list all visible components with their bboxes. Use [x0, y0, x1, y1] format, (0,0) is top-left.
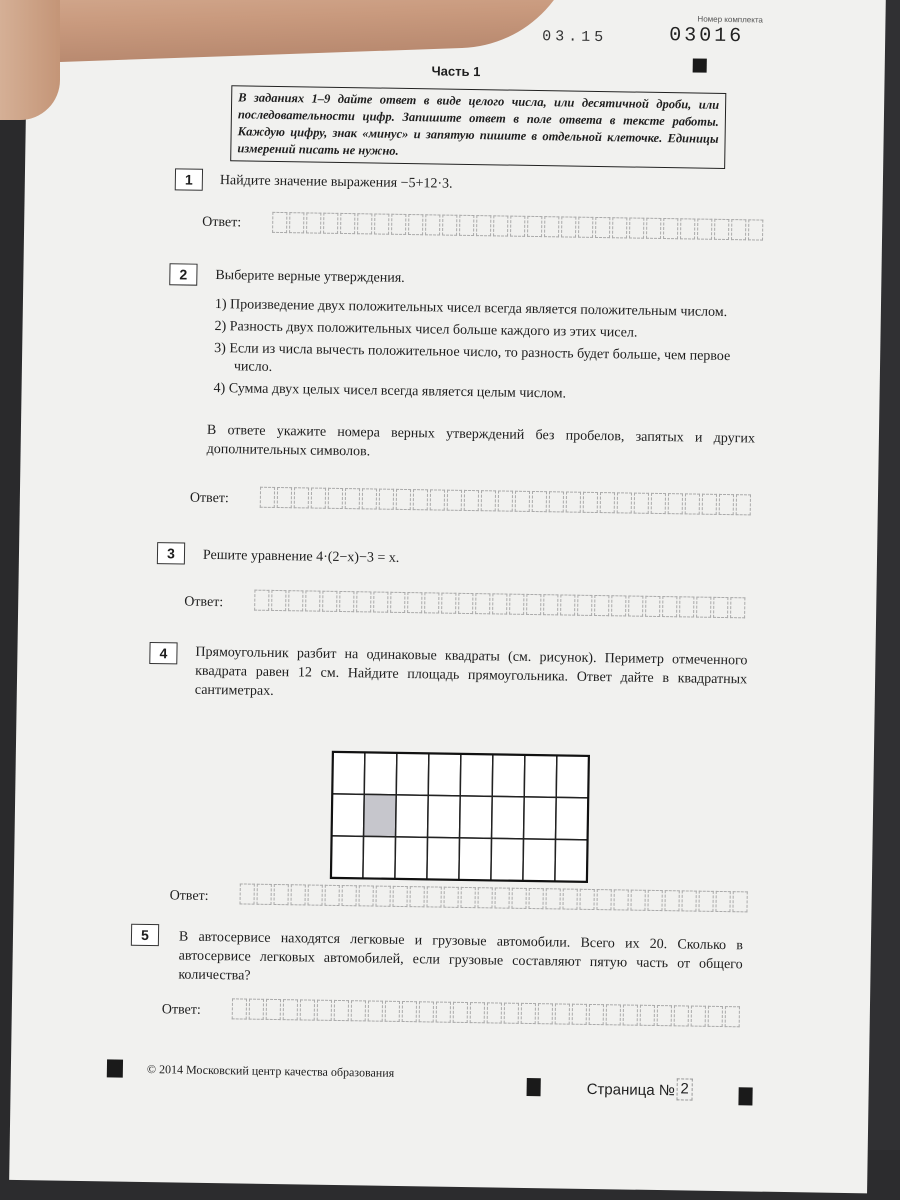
- answer-cell[interactable]: [391, 214, 406, 235]
- grid-square: [491, 838, 524, 880]
- answer-cell[interactable]: [447, 490, 462, 511]
- registration-mark-bottom-right: [738, 1087, 752, 1105]
- answer-cell[interactable]: [545, 888, 560, 909]
- grid-square: [556, 755, 589, 797]
- answer-cell[interactable]: [300, 999, 315, 1020]
- answer-cell[interactable]: [340, 213, 355, 234]
- task-number-2: 2: [169, 263, 197, 285]
- answer-cell[interactable]: [498, 490, 513, 511]
- answer-cell[interactable]: [646, 218, 661, 239]
- exam-page: [9, 0, 886, 1193]
- page-number: 2: [676, 1078, 692, 1100]
- kit-number: 03016: [669, 24, 745, 49]
- page-label: Страница №: [586, 1080, 676, 1100]
- answer-cell[interactable]: [640, 1005, 655, 1026]
- grid-square: [460, 796, 493, 838]
- answer-cell[interactable]: [368, 1000, 383, 1021]
- task-number-3: 3: [157, 542, 185, 564]
- answer-cell[interactable]: [668, 493, 683, 514]
- registration-mark-bottom-left: [107, 1059, 123, 1077]
- answer-cell[interactable]: [328, 488, 343, 509]
- grid-square: [556, 797, 589, 839]
- answer-cell[interactable]: [572, 1004, 587, 1025]
- task-1-text: Найдите значение выражения −5+12·3.: [219, 173, 453, 192]
- answer-cell[interactable]: [647, 890, 662, 911]
- rectangle-grid: [329, 750, 591, 886]
- task-number-5: 5: [131, 924, 159, 946]
- answer-cell[interactable]: [266, 999, 281, 1020]
- answer-cell[interactable]: [375, 886, 390, 907]
- answer-cell[interactable]: [583, 492, 598, 513]
- answer-label-3: Ответ:: [184, 594, 224, 611]
- answer-cell[interactable]: [306, 212, 321, 233]
- registration-mark-bottom-center: [527, 1078, 541, 1096]
- answer-cell[interactable]: [630, 890, 645, 911]
- grid-square: [428, 753, 461, 795]
- grid-square: [428, 795, 461, 837]
- answer-cell[interactable]: [594, 595, 609, 616]
- task-4-text: Прямоугольник разбит на одинаковые квадраты (см. рисунок). Периметр отмеченного квадрата равен 12 см. Найдите площадь прямоугольника. Ответ дайте в квадратных сантиметрах.: [194, 644, 748, 699]
- answer-cell[interactable]: [409, 886, 424, 907]
- answer-cell[interactable]: [334, 1000, 349, 1021]
- answer-field-2[interactable]: [260, 487, 753, 516]
- answer-field-1[interactable]: [272, 212, 765, 241]
- grid-square: [555, 839, 588, 881]
- answer-cell[interactable]: [311, 488, 326, 509]
- grid-square: [331, 836, 364, 878]
- answer-cell[interactable]: [708, 1006, 723, 1027]
- answer-cell[interactable]: [492, 593, 507, 614]
- answer-cell[interactable]: [697, 219, 712, 240]
- answer-cell[interactable]: [612, 217, 627, 238]
- answer-cell[interactable]: [510, 216, 525, 237]
- answer-cell[interactable]: [595, 217, 610, 238]
- answer-label-5: Ответ:: [161, 1002, 201, 1018]
- answer-cell[interactable]: [317, 1000, 332, 1021]
- answer-cell[interactable]: [339, 591, 354, 612]
- answer-cell[interactable]: [407, 592, 422, 613]
- answer-cell[interactable]: [305, 590, 320, 611]
- answer-cell[interactable]: [725, 1006, 740, 1027]
- statement-1: 1) Произведение двух положительных чисел всегда является положительным числом.: [214, 296, 728, 321]
- grid-square: [332, 752, 365, 794]
- grid-square: [427, 837, 460, 879]
- answer-cell[interactable]: [732, 891, 747, 912]
- answer-cell[interactable]: [623, 1004, 638, 1025]
- answer-cell[interactable]: [288, 590, 303, 611]
- variant-code: 03.15: [542, 28, 608, 47]
- answer-cell[interactable]: [579, 889, 594, 910]
- grid-square: [364, 752, 397, 794]
- answer-cell[interactable]: [436, 1002, 451, 1023]
- answer-cell[interactable]: [511, 888, 526, 909]
- answer-cell[interactable]: [426, 886, 441, 907]
- answer-cell[interactable]: [470, 1002, 485, 1023]
- answer-cell[interactable]: [674, 1005, 689, 1026]
- answer-cell[interactable]: [696, 597, 711, 618]
- answer-cell[interactable]: [731, 219, 746, 240]
- answer-cell[interactable]: [691, 1006, 706, 1027]
- answer-cell[interactable]: [362, 488, 377, 509]
- answer-cell[interactable]: [504, 1003, 519, 1024]
- answer-cell[interactable]: [442, 215, 457, 236]
- answer-cell[interactable]: [600, 492, 615, 513]
- answer-cell[interactable]: [589, 1004, 604, 1025]
- answer-cell[interactable]: [664, 890, 679, 911]
- grid-square: [492, 754, 525, 796]
- answer-cell[interactable]: [413, 489, 428, 510]
- marked-square: [364, 794, 397, 836]
- answer-cell[interactable]: [249, 999, 264, 1020]
- registration-mark: [693, 58, 707, 72]
- answer-cell[interactable]: [392, 886, 407, 907]
- answer-cell[interactable]: [294, 487, 309, 508]
- copyright: © 2014 Московский центр качества образования: [146, 1062, 395, 1080]
- answer-cell[interactable]: [458, 593, 473, 614]
- grid-square: [395, 837, 428, 879]
- grid-square: [396, 795, 429, 837]
- answer-field-3[interactable]: [254, 590, 747, 619]
- grid-square: [396, 753, 429, 795]
- answer-cell[interactable]: [549, 491, 564, 512]
- grid-square: [523, 839, 556, 881]
- answer-cell[interactable]: [358, 885, 373, 906]
- statement-3: 3) Если из числа вычесть положительное число, то разность будет больше, чем первое число.: [214, 340, 731, 375]
- answer-cell[interactable]: [322, 591, 337, 612]
- answer-cell[interactable]: [464, 490, 479, 511]
- answer-cell[interactable]: [532, 491, 547, 512]
- task-number-4: 4: [149, 642, 177, 664]
- grid-square: [459, 838, 492, 880]
- answer-cell[interactable]: [543, 594, 558, 615]
- answer-cell[interactable]: [681, 890, 696, 911]
- answer-cell[interactable]: [408, 214, 423, 235]
- answer-field-4[interactable]: [240, 883, 750, 912]
- answer-cell[interactable]: [698, 891, 713, 912]
- rectangle-figure: [329, 750, 591, 891]
- task-5-text: В автосервисе находятся легковые и грузовые автомобили. Всего их 20. Сколько в автосервисе легковых автомобилей, если грузовые составляют пятую часть от общего количества?: [178, 929, 744, 984]
- answer-cell[interactable]: [657, 1005, 672, 1026]
- answer-cell[interactable]: [430, 489, 445, 510]
- answer-cell[interactable]: [289, 212, 304, 233]
- answer-cell[interactable]: [477, 887, 492, 908]
- kit-label: Номер комплекта: [697, 14, 763, 25]
- answer-cell[interactable]: [476, 215, 491, 236]
- answer-cell[interactable]: [515, 491, 530, 512]
- answer-cell[interactable]: [629, 217, 644, 238]
- grid-square: [332, 794, 365, 836]
- answer-cell[interactable]: [561, 216, 576, 237]
- answer-cell[interactable]: [277, 487, 292, 508]
- answer-cell[interactable]: [617, 492, 632, 513]
- answer-cell[interactable]: [272, 212, 287, 233]
- answer-cell[interactable]: [402, 1001, 417, 1022]
- answer-cell[interactable]: [527, 216, 542, 237]
- answer-cell[interactable]: [634, 493, 649, 514]
- answer-cell[interactable]: [736, 494, 751, 515]
- answer-cell[interactable]: [679, 596, 694, 617]
- answer-cell[interactable]: [345, 488, 360, 509]
- answer-label-1: Ответ:: [202, 214, 242, 231]
- answer-cell[interactable]: [271, 590, 286, 611]
- answer-cell[interactable]: [357, 213, 372, 234]
- answer-cell[interactable]: [645, 596, 660, 617]
- answer-cell[interactable]: [379, 489, 394, 510]
- answer-cell[interactable]: [685, 493, 700, 514]
- answer-cell[interactable]: [254, 590, 269, 611]
- grid-square: [492, 796, 525, 838]
- grid-square: [460, 754, 493, 796]
- answer-cell[interactable]: [714, 219, 729, 240]
- answer-cell[interactable]: [324, 885, 339, 906]
- answer-cell[interactable]: [424, 592, 439, 613]
- grid-square: [363, 836, 396, 878]
- answer-cell[interactable]: [323, 213, 338, 234]
- answer-cell[interactable]: [662, 596, 677, 617]
- answer-cell[interactable]: [509, 594, 524, 615]
- answer-cell[interactable]: [719, 494, 734, 515]
- answer-cell[interactable]: [419, 1001, 434, 1022]
- answer-cell[interactable]: [453, 1002, 468, 1023]
- answer-cell[interactable]: [443, 887, 458, 908]
- finger-overlay-left: [0, 0, 60, 120]
- answer-cell[interactable]: [341, 885, 356, 906]
- answer-cell[interactable]: [487, 1002, 502, 1023]
- answer-cell[interactable]: [274, 884, 289, 905]
- answer-cell[interactable]: [396, 489, 411, 510]
- instructions-box: В заданиях 1–9 дайте ответ в виде целого числа, или десятичной дроби, или последовательности цифр. Запишите ответ в поле ответа в тексте работы. Каждую цифру, знак «минус» и запятую пишите в отдельной клеточке. Единицы измерений писать не нужно.: [230, 85, 726, 169]
- answer-cell[interactable]: [680, 218, 695, 239]
- answer-cell[interactable]: [260, 487, 275, 508]
- answer-cell[interactable]: [611, 595, 626, 616]
- answer-cell[interactable]: [528, 888, 543, 909]
- statement-2: 2) Разность двух положительных чисел больше каждого из этих чисел.: [214, 318, 638, 341]
- task-3-text: Решите уравнение 4·(2−x)−3 = x.: [202, 547, 400, 566]
- answer-cell[interactable]: [562, 889, 577, 910]
- task-2-statements: [213, 296, 755, 406]
- answer-cell[interactable]: [493, 215, 508, 236]
- answer-cell[interactable]: [606, 1004, 621, 1025]
- part-title: Часть 1: [431, 63, 481, 80]
- grid-square: [524, 755, 557, 797]
- answer-cell[interactable]: [390, 592, 405, 613]
- answer-cell[interactable]: [494, 887, 509, 908]
- answer-cell[interactable]: [748, 219, 763, 240]
- answer-label-2: Ответ:: [189, 490, 229, 507]
- answer-cell[interactable]: [425, 214, 440, 235]
- answer-cell[interactable]: [481, 490, 496, 511]
- answer-cell[interactable]: [356, 591, 371, 612]
- answer-cell[interactable]: [441, 593, 456, 614]
- answer-cell[interactable]: [373, 592, 388, 613]
- statement-4: 4) Сумма двух целых чисел всегда является целым числом.: [213, 380, 567, 402]
- answer-cell[interactable]: [577, 595, 592, 616]
- answer-cell[interactable]: [307, 885, 322, 906]
- answer-cell[interactable]: [257, 884, 272, 905]
- answer-cell[interactable]: [555, 1003, 570, 1024]
- answer-label-4: Ответ:: [169, 888, 209, 904]
- answer-cell[interactable]: [351, 1000, 366, 1021]
- answer-cell[interactable]: [651, 493, 666, 514]
- answer-cell[interactable]: [566, 492, 581, 513]
- answer-cell[interactable]: [713, 597, 728, 618]
- answer-cell[interactable]: [578, 217, 593, 238]
- answer-cell[interactable]: [283, 999, 298, 1020]
- grid-square: [524, 797, 557, 839]
- answer-cell[interactable]: [628, 596, 643, 617]
- task-2-note: В ответе укажите номера верных утверждений без пробелов, запятых и других дополнительных символов.: [206, 422, 755, 460]
- answer-cell[interactable]: [232, 998, 247, 1019]
- answer-cell[interactable]: [702, 494, 717, 515]
- answer-cell[interactable]: [459, 215, 474, 236]
- answer-cell[interactable]: [538, 1003, 553, 1024]
- answer-cell[interactable]: [475, 593, 490, 614]
- answer-cell[interactable]: [596, 889, 611, 910]
- answer-cell[interactable]: [385, 1001, 400, 1022]
- answer-cell[interactable]: [521, 1003, 536, 1024]
- answer-cell[interactable]: [715, 891, 730, 912]
- answer-cell[interactable]: [730, 597, 745, 618]
- answer-cell[interactable]: [290, 884, 305, 905]
- answer-cell[interactable]: [240, 883, 255, 904]
- answer-field-5[interactable]: [232, 998, 742, 1027]
- answer-cell[interactable]: [544, 216, 559, 237]
- task-number-1: 1: [175, 168, 203, 190]
- answer-cell[interactable]: [560, 594, 575, 615]
- answer-cell[interactable]: [663, 218, 678, 239]
- answer-cell[interactable]: [374, 213, 389, 234]
- answer-cell[interactable]: [613, 889, 628, 910]
- task-2-text: Выберите верные утверждения.: [215, 267, 405, 286]
- answer-cell[interactable]: [526, 594, 541, 615]
- answer-cell[interactable]: [460, 887, 475, 908]
